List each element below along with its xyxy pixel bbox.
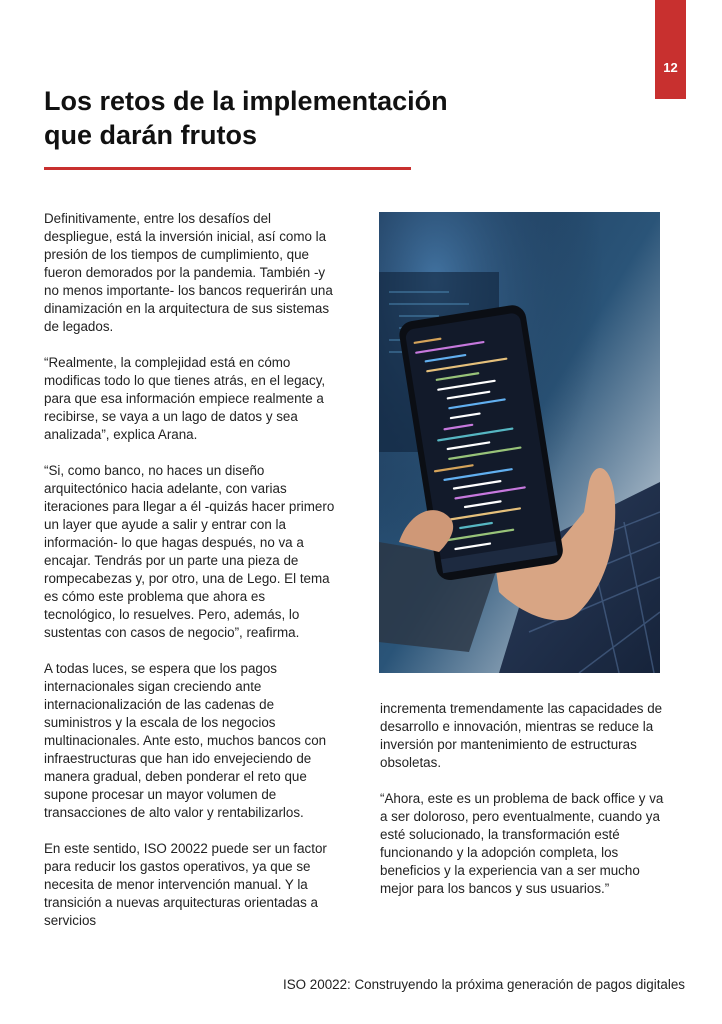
page-title xyxy=(44,84,484,152)
page-number: 12 xyxy=(663,60,678,75)
paragraph: “Ahora, este es un problema de back office y va a ser doloroso, pero eventualmente, cuando ya esté solucionado, la transformación esté funcionando y la adopción completa, los beneficios y la experiencia van a ser mucho mejor para los bancos y sus usuarios.” xyxy=(380,791,664,896)
footer-publication-title: ISO 20022: Construyendo la próxima generación de pagos digitales xyxy=(283,977,685,992)
page-number-tab xyxy=(655,0,686,99)
paragraph: “Si, como banco, no haces un diseño arquitectónico hacia adelante, con varias iteraciones para llegar a él -quizás hacer primero un layer que ayude a salir y entrar con la información- lo que hagas después, no va a encajar. Tendrás por un parte una pieza de rompecabezas y, por otro, una de Lego. El tema es cómo este problema que ahora es tecnológico, lo resuelves. Pero, además, lo sustentas con casos de negocio”, reafirma. xyxy=(44,463,335,640)
title-line-1: Los retos de la implementación xyxy=(44,86,448,116)
paragraph: incrementa tremendamente las capacidades de desarrollo e innovación, mientras se reduce la inversión por mantenimiento de estructuras obsoletas. xyxy=(380,701,663,770)
title-underline xyxy=(44,167,411,170)
paragraph: “Realmente, la complejidad está en cómo modificas todo lo que tienes atrás, en el legacy, para que esa información empiece realmente a recibirse, se vaya a un lago de datos y sea analizada”, explica Arana. xyxy=(44,355,326,442)
right-text-column xyxy=(380,700,670,916)
paragraph: Definitivamente, entre los desafíos del despliegue, está la inversión inicial, así como la presión de los tiempos de cumplimiento, que fueron demorados por la pandemia. También -y no menos importante- los bancos requerirán una dinamización en la arquitectura de sus sistemas de legados. xyxy=(44,211,333,334)
left-text-column xyxy=(44,210,336,948)
title-line-2: que darán frutos xyxy=(44,120,258,150)
paragraph: A todas luces, se espera que los pagos internacionales sigan creciendo ante internacionalización de las cadenas de suministros y la escala de los negocios multinacionales. Ante esto, muchos bancos con infraestructuras que han ido envejeciendo de manera gradual, deben ponderar el reto que supone procesar un mayor volumen de transacciones de alto valor y rentabilizarlos. xyxy=(44,661,327,820)
smartphone-code-photo xyxy=(379,212,660,673)
paragraph: En este sentido, ISO 20022 puede ser un factor para reducir los gastos operativos, ya que se necesita de menor intervención manual. Y la transición a nuevas arquitecturas orientadas a servicios xyxy=(44,841,327,928)
